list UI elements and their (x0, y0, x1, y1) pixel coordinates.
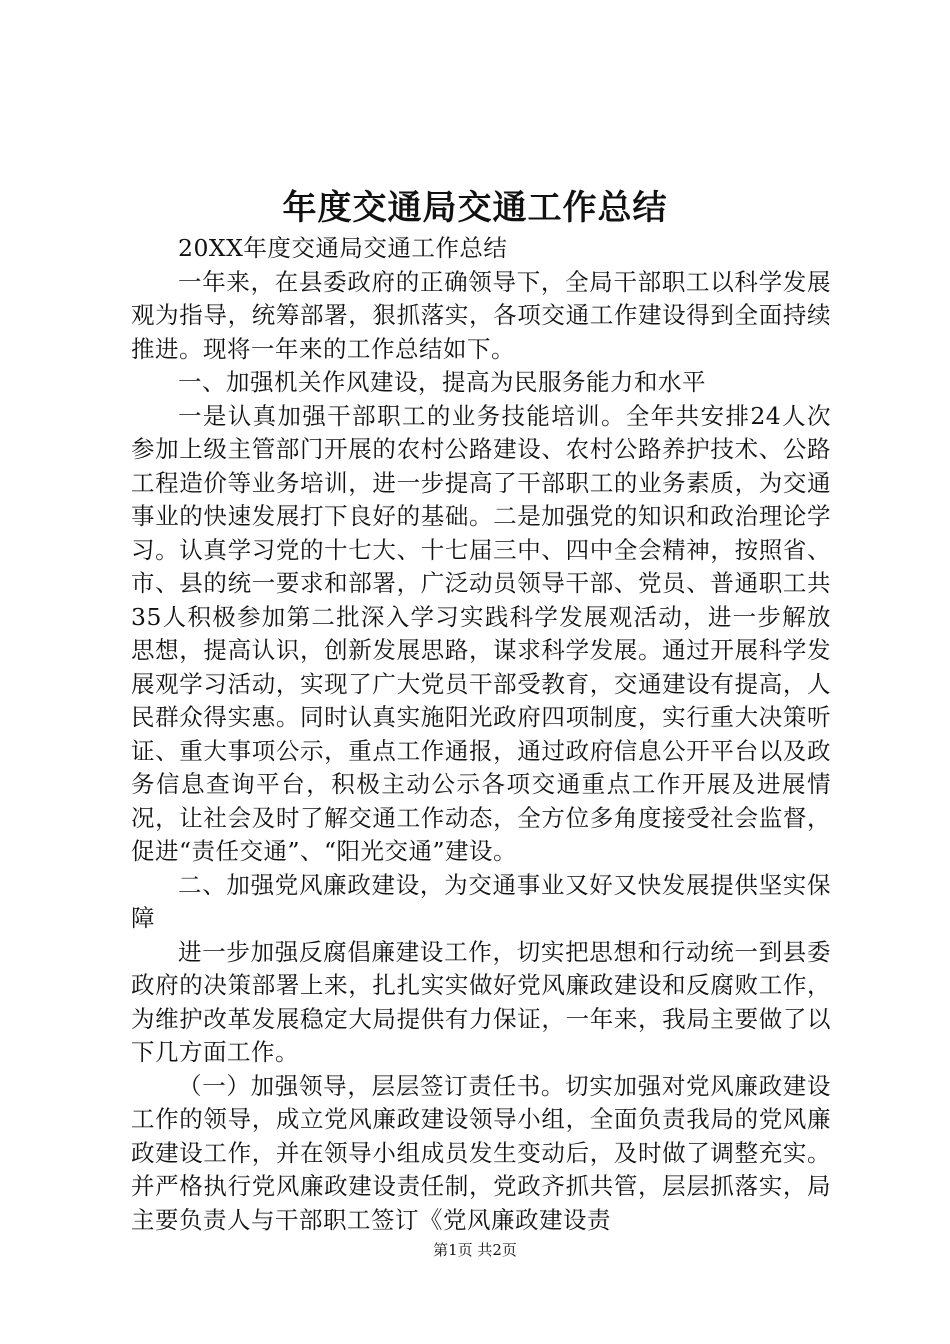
section-heading-2: 二、加强党风廉政建设，为交通事业又好又快发展提供坚实保障 (131, 870, 831, 932)
paragraph-subsection-1: （一）加强领导，层层签订责任书。切实加强对党风廉政建设工作的领导，成立党风廉政建设领导小组，全面负责我局的党风廉政建设工作，并在领导小组成员发生变动后，及时做了调整充实。并严格执行党风廉政建设责任制，党政齐抓共管，层层抓落实，局主要负责人与干部职工签订《党风廉政建设责 (131, 1071, 831, 1234)
page-footer: 第1页 共2页 (433, 1241, 517, 1259)
section-heading-1: 一、加强机关作风建设，提高为民服务能力和水平 (178, 368, 706, 396)
paragraph-section-1: 一是认真加强干部职工的业务技能培训。全年共安排24人次参加上级主管部门开展的农村公路建设、农村公路养护技术、公路工程造价等业务培训，进一步提高了干部职工的业务素质，为交通事业的快速发展打下良好的基础。二是加强党的知识和政治理论学习。认真学习党的十七大、十七届三中、四中全会精神，按照省、市、县的统一要求和部署，广泛动员领导干部、党员、普通职工共35人积极参加第二批深入学习实践科学发展观活动，进一步解放思想，提高认识，创新发展思路，谋求科学发展。通过开展科学发展观学习活动，实现了广大党员干部受教育，交通建设有提高，人民群众得实惠。同时认真实施阳光政府四项制度，实行重大决策听证、重大事项公示，重点工作通报，通过政府信息公开平台以及政务信息查询平台，积极主动公示各项交通重点工作开展及进展情况，让社会及时了解交通工作动态，全方位多角度接受社会监督，促进“责任交通”、“阳光交通”建设。 (131, 401, 831, 865)
paragraph-section-2: 进一步加强反腐倡廉建设工作，切实把思想和行动统一到县委政府的决策部署上来，扎扎实实做好党风廉政建设和反腐败工作，为维护改革发展稳定大局提供有力保证，一年来，我局主要做了以下几方面工作。 (131, 937, 831, 1066)
document-body (131, 232, 831, 1237)
paragraph-intro: 一年来，在县委政府的正确领导下，全局干部职工以科学发展观为指导，统筹部署，狠抓落实，各项交通工作建设得到全面持续推进。现将一年来的工作总结如下。 (131, 267, 831, 363)
paragraph-subtitle: 20XX年度交通局交通工作总结 (178, 234, 508, 262)
document-title: 年度交通局交通工作总结 (282, 188, 668, 228)
